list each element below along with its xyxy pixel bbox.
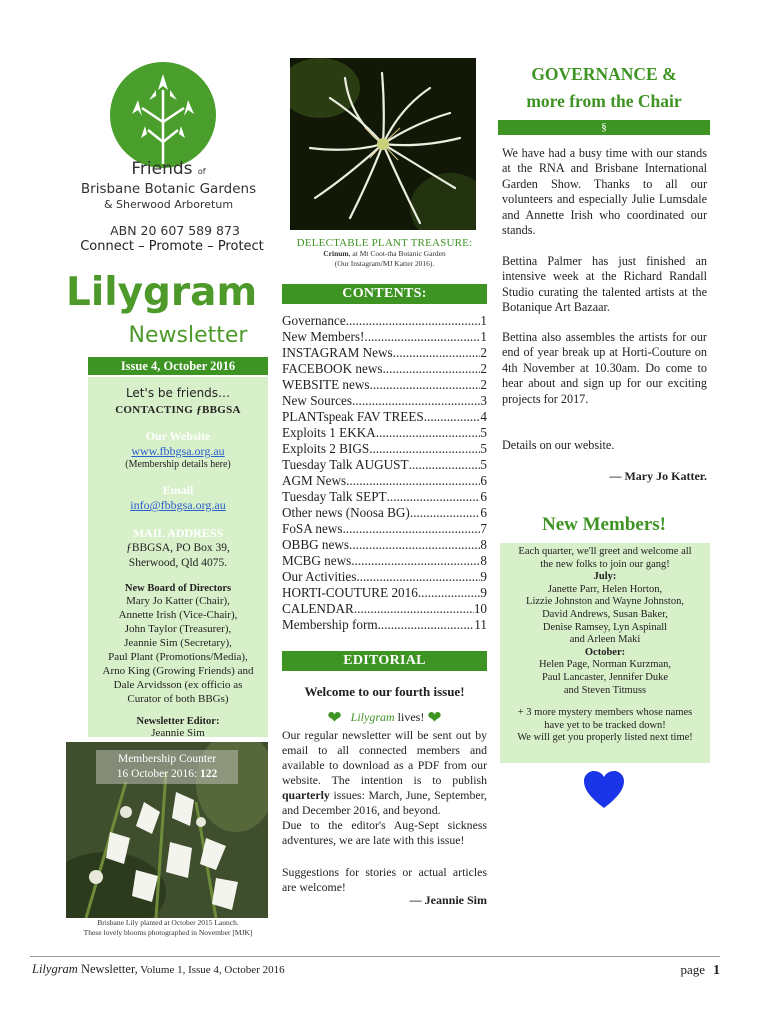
delectable-title: DELECTABLE PLANT TREASURE: <box>296 237 473 249</box>
new-members-intro: the new folks to join our gang! <box>540 558 670 570</box>
mystery-line: We will get you properly listed next time! <box>517 732 693 744</box>
new-members-panel <box>500 543 710 763</box>
toc-leader <box>369 441 480 457</box>
toc-leader <box>342 521 480 537</box>
editorial-welcome: Welcome to our fourth issue! <box>304 684 465 699</box>
toc-item-title: Exploits 2 BIGS <box>282 441 370 456</box>
abn: ABN 20 607 589 873 <box>110 223 240 238</box>
masthead-title: Lilygram <box>66 270 258 315</box>
delectable-caption <box>282 249 487 269</box>
blue-heart-icon <box>583 770 625 810</box>
tagline: Connect – Promote – Protect <box>80 239 264 254</box>
toc-item-page: 4 <box>480 409 487 424</box>
toc-item-title: HORTI-COUTURE 2016 <box>282 585 418 600</box>
org-name-line1: Friends <box>131 159 193 179</box>
toc-item-title: Tuesday Talk AUGUST <box>282 457 409 472</box>
mystery-line: + 3 more mystery members whose names <box>517 707 693 719</box>
org-name <box>66 160 271 212</box>
toc-leader <box>424 409 481 425</box>
lilygram-lives <box>282 708 487 728</box>
governance-para1: We have had a busy time with our stands at the RNA and Brisbane International Garden Show. Thanks to all our volunteers and especially Julie Lumsdale and Annette Irish who coordinated our stands. <box>502 146 707 238</box>
footer-page-number: page 1 <box>680 962 720 978</box>
toc-leader <box>351 553 480 569</box>
board-member: Mary Jo Katter (Chair), <box>126 595 230 607</box>
toc-item-page: 5 <box>480 441 487 456</box>
editorial-signature: — Jeannie Sim <box>409 893 487 907</box>
october-heading: October: <box>584 646 626 658</box>
editor-heading: Newsletter Editor: <box>136 716 220 727</box>
toc-leader <box>378 617 475 633</box>
toc-item-page: 6 <box>480 505 487 520</box>
toc-leader <box>349 537 480 553</box>
toc-item-title: FACEBOOK news <box>282 361 383 376</box>
governance-para3: Bettina also assembles the artists for our end of year break up at Horti-Couture on 4th November at 10.30am. Do come to hear about and sign up for our exciting projects for 2017. <box>502 330 707 406</box>
toc-item[interactable] <box>282 489 487 505</box>
board-member: Paul Plant (Promotions/Media), <box>108 651 248 663</box>
board-heading: New Board of Directors <box>124 583 232 594</box>
toc-item-page: 6 <box>480 473 487 488</box>
toc-leader <box>410 505 481 521</box>
july-heading: July: <box>593 571 617 583</box>
toc-item[interactable] <box>282 553 487 569</box>
toc-leader <box>409 457 481 473</box>
mail-address-line2: Sherwood, Qld 4075. <box>128 557 228 569</box>
editorial-para2: Due to the editor's Aug-Sept sickness adventures, we are late with this issue! <box>282 818 487 847</box>
toc-leader <box>418 585 481 601</box>
toc-item[interactable] <box>282 521 487 537</box>
toc-item-page: 2 <box>480 361 487 376</box>
toc-item-title: FoSA news <box>282 521 343 536</box>
toc-leader <box>352 393 480 409</box>
contact-panel <box>88 377 268 737</box>
toc-item-title: Tuesday Talk SEPT <box>282 489 387 504</box>
governance-title: GOVERNANCE & more from the Chair <box>526 64 682 111</box>
green-heart-icon: ❤ <box>327 708 342 727</box>
toc-item-title: AGM News <box>282 473 347 488</box>
section-mark-bar: § <box>498 120 710 135</box>
membership-counter <box>96 750 238 784</box>
delectable-caption-rest: , at Mt Coot-tha Botanic Garden <box>348 249 446 258</box>
board-member: John Taylor (Treasurer), <box>124 623 232 635</box>
toc-item-title: Governance <box>282 313 346 328</box>
toc-item-page: 11 <box>474 617 487 632</box>
org-name-of: of <box>197 167 206 176</box>
toc-leader <box>393 345 481 361</box>
toc-item-title: New Sources <box>282 393 352 408</box>
toc-item[interactable] <box>282 585 487 601</box>
editorial-body <box>282 728 487 848</box>
toc-item[interactable] <box>282 441 487 457</box>
toc-leader <box>370 377 481 393</box>
board-member: Arno King (Growing Friends) and <box>102 665 254 677</box>
lily-photo <box>66 742 268 918</box>
editor-name: Jeannie Sim <box>151 727 205 739</box>
masthead-subtitle: Newsletter <box>128 323 248 348</box>
toc-item-page: 2 <box>480 345 487 360</box>
member-line: Denise Ramsey, Lyn Aspinall <box>542 621 668 633</box>
org-name-line2: Brisbane Botanic Gardens <box>80 181 257 197</box>
toc-item-page: 6 <box>480 489 487 504</box>
member-line: and Steven Titmuss <box>563 684 647 696</box>
toc-item[interactable] <box>282 425 487 441</box>
toc-item-page: 2 <box>480 377 487 392</box>
governance-signature: — Mary Jo Katter. <box>609 469 707 483</box>
toc-item-title: New Members! <box>282 329 365 344</box>
toc-leader <box>364 329 480 345</box>
toc-leader <box>346 313 481 329</box>
toc-item[interactable] <box>282 393 487 409</box>
counter-date: 16 October 2016: <box>116 768 198 780</box>
website-link[interactable]: www.fbbgsa.org.au <box>131 444 225 458</box>
counter-value: 122 <box>200 768 218 780</box>
toc-item[interactable] <box>282 409 487 425</box>
toc-item-title: Exploits 1 EKKA <box>282 425 376 440</box>
toc-leader <box>383 361 481 377</box>
toc-item-page: 5 <box>480 457 487 472</box>
toc-item-title: PLANTspeak FAV TREES <box>282 409 424 424</box>
editorial-para3: Suggestions for stories or actual articles are welcome! <box>282 865 487 894</box>
mail-address-line1: ƒBBGSA, PO Box 39, <box>126 542 230 554</box>
mystery-line: have yet to be tracked down! <box>544 719 666 731</box>
member-line: Lizzie Johnston and Wayne Johnston, <box>526 596 684 608</box>
board-member: Dale Arvidsson (ex officio as <box>113 679 243 691</box>
footer-divider <box>30 956 720 957</box>
org-name-line3: & Sherwood Arboretum <box>103 198 234 211</box>
toc-item-page: 7 <box>480 521 487 536</box>
toc-item-title: Membership form <box>282 617 378 632</box>
toc-leader <box>356 569 480 585</box>
table-of-contents <box>282 313 487 633</box>
toc-item-page: 8 <box>480 553 487 568</box>
toc-item-title: CALENDAR <box>282 601 354 616</box>
delectable-credit: (Our Instagram/MJ Katter 2016). <box>334 259 435 268</box>
delectable-species: Crinum <box>323 249 349 258</box>
footer-publication: Lilygram Newsletter, Volume 1, Issue 4, October 2016 <box>32 962 285 976</box>
email-link[interactable]: info@fbbgsa.org.au <box>130 498 226 512</box>
toc-leader <box>346 473 480 489</box>
board-list <box>88 594 268 706</box>
toc-item[interactable] <box>282 345 487 361</box>
member-line: Paul Lancaster, Jennifer Duke <box>541 671 669 683</box>
website-note: (Membership details here) <box>125 459 231 470</box>
toc-item-title: WEBSITE news <box>282 377 370 392</box>
member-line: and Arleen Maki <box>569 634 641 646</box>
website-label: Our Website <box>145 429 211 443</box>
toc-item-page: 9 <box>480 585 487 600</box>
governance-para2: Bettina Palmer has just finished an intensive week at the Richard Randall Studio curating the talented artists at the Botanique Art Bazaar. <box>502 254 707 315</box>
toc-item-title: Other news (Noosa BG) <box>282 505 410 520</box>
toc-item[interactable] <box>282 537 487 553</box>
toc-item[interactable] <box>282 601 487 617</box>
toc-item-page: 5 <box>480 425 487 440</box>
toc-item-title: OBBG news <box>282 537 350 552</box>
governance-para4: Details on our website. <box>502 438 615 452</box>
lives-name: Lilygram <box>350 710 395 724</box>
issue-bar: Issue 4, October 2016 <box>88 357 268 375</box>
board-member: Jeannie Sim (Secretary), <box>124 637 232 649</box>
toc-item[interactable] <box>282 377 487 393</box>
board-member: Curator of both BBGs) <box>127 693 229 705</box>
member-line: Helen Page, Norman Kurzman, <box>538 659 672 671</box>
member-line: David Andrews, Susan Baker, <box>542 608 668 620</box>
toc-leader <box>354 601 474 617</box>
toc-item-title: Our Activities <box>282 569 357 584</box>
new-members-title: New Members! <box>542 514 666 535</box>
lets-be-friends: Let's be friends… <box>125 386 231 400</box>
toc-item[interactable] <box>282 313 487 329</box>
toc-item[interactable] <box>282 569 487 585</box>
counter-label: Membership Counter <box>117 753 217 765</box>
toc-leader <box>387 489 481 505</box>
toc-item[interactable] <box>282 505 487 521</box>
lives-rest: lives! <box>394 710 425 724</box>
board-member: Annette Irish (Vice-Chair), <box>118 609 238 621</box>
toc-item[interactable] <box>282 473 487 489</box>
contents-heading: CONTENTS: <box>282 284 487 304</box>
email-label: Email <box>162 483 194 497</box>
toc-item[interactable] <box>282 329 487 345</box>
toc-item-page: 3 <box>480 393 487 408</box>
toc-item-page: 1 <box>480 313 487 328</box>
green-heart-icon: ❤ <box>427 708 442 727</box>
toc-item[interactable] <box>282 617 487 633</box>
new-members-intro: Each quarter, we'll greet and welcome all <box>518 546 692 557</box>
toc-item[interactable] <box>282 457 487 473</box>
toc-item-page: 9 <box>480 569 487 584</box>
toc-item-page: 1 <box>480 329 487 344</box>
lily-caption-line1: Brisbane Lily planted at October 2015 Launch. <box>97 918 239 927</box>
toc-item-title: MCBG news <box>282 553 352 568</box>
contact-heading: CONTACTING ƒBBGSA <box>115 404 241 416</box>
toc-item-page: 8 <box>480 537 487 552</box>
editorial-para1: Our regular newsletter will be sent out by email to all connected members and available to download as a PDF from our website. The intention is to publish quarterly issues: March, June, September, and December 2016, and beyond. <box>282 728 487 817</box>
toc-item-title: INSTAGRAM News <box>282 345 393 360</box>
friends-logo-icon <box>108 60 218 170</box>
mail-label: MAIL ADDRESS <box>132 526 224 540</box>
member-line: Janette Parr, Helen Horton, <box>547 583 663 595</box>
toc-item-page: 10 <box>473 601 487 616</box>
editorial-heading: EDITORIAL <box>282 651 487 671</box>
toc-leader <box>376 425 481 441</box>
crinum-photo <box>290 58 476 230</box>
lily-photo-caption <box>62 918 274 938</box>
lily-caption-line2: These lovely blooms photographed in November [MJK] <box>83 928 253 937</box>
toc-item[interactable] <box>282 361 487 377</box>
